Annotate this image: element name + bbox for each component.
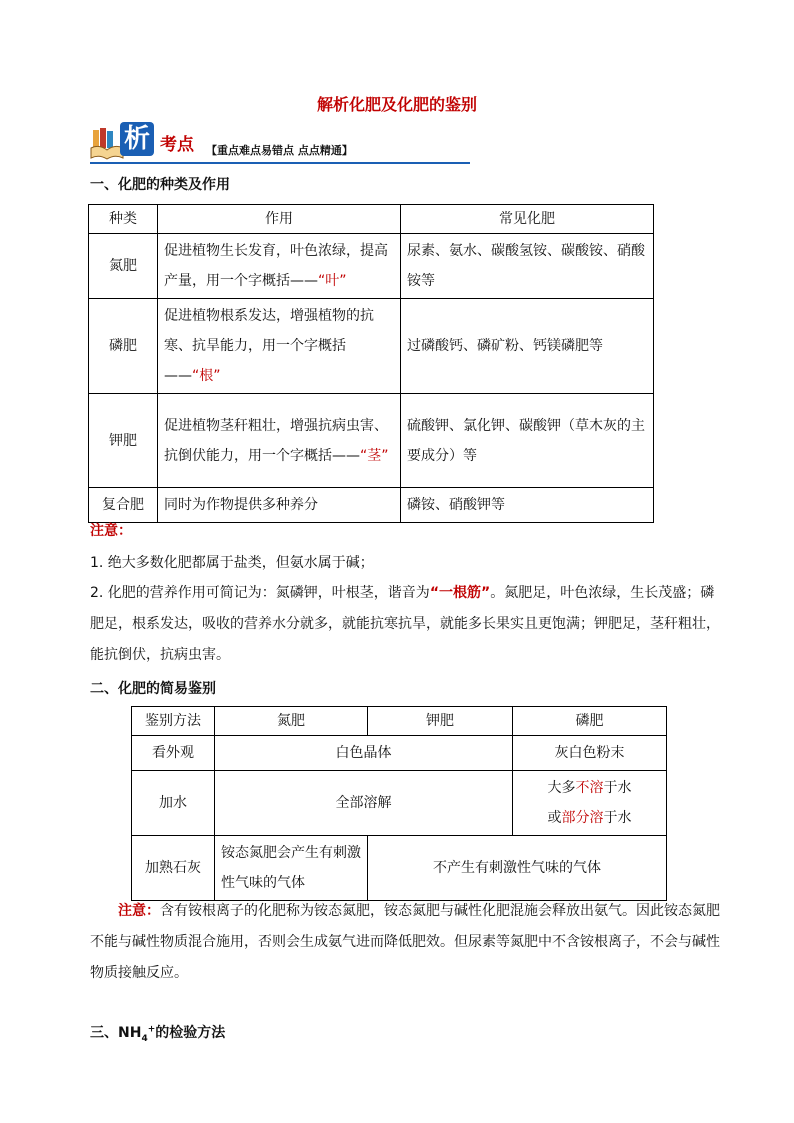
- table-header: 氮肥: [215, 707, 368, 736]
- table-row: [132, 836, 667, 901]
- method-cell: 加水: [132, 771, 215, 836]
- effect-cell: 促进植物茎秆粗壮，增强抗病虫害、抗倒伏能力，用一个字概括——“茎”: [158, 394, 401, 488]
- page-title: 解析化肥及化肥的鉴别: [316, 95, 477, 114]
- method-cell: 加熟石灰: [132, 836, 215, 901]
- type-cell: 磷肥: [89, 299, 158, 394]
- examples-cell: 过磷酸钙、磷矿粉、钙镁磷肥等: [401, 299, 654, 394]
- result-cell: 白色晶体: [215, 736, 513, 771]
- badge-label: 考点: [160, 135, 194, 155]
- section2-heading: 二、化肥的简易鉴别: [90, 681, 216, 697]
- table-header: 常见化肥: [401, 205, 654, 234]
- effect-cell: 促进植物生长发育，叶色浓绿，提高产量，用一个字概括——“叶”: [158, 234, 401, 299]
- note-label: 注意：: [90, 523, 132, 539]
- fertilizer-types-table: [88, 204, 654, 523]
- section1-heading: 一、化肥的种类及作用: [90, 177, 230, 193]
- badge-subtitle: 【重点难点易错点 点点精通】: [206, 144, 353, 157]
- table-row: [89, 299, 654, 394]
- type-cell: 氮肥: [89, 234, 158, 299]
- table-row: [89, 394, 654, 488]
- table-header-row: [89, 205, 654, 234]
- book-icon: [90, 128, 124, 160]
- result-cell: 铵态氮肥会产生有刺激性气味的气体: [215, 836, 368, 901]
- identification-table: [131, 706, 667, 901]
- note-item-1: 1. 绝大多数化肥都属于盐类，但氨水属于碱；: [90, 555, 374, 571]
- table-header: 种类: [89, 205, 158, 234]
- result-cell: 全部溶解: [215, 771, 513, 836]
- badge-char: 析: [120, 122, 154, 156]
- table-row: [132, 771, 667, 836]
- result-cell: 灰白色粉末: [513, 736, 667, 771]
- result-cell: 不产生有刺激性气味的气体: [368, 836, 667, 901]
- table-row: [132, 736, 667, 771]
- section3-heading: 三、$NH_4^+$的检验方法: [90, 1024, 226, 1044]
- note-item-2: 2. 化肥的营养作用可简记为：氮磷钾，叶根茎，谐音为“一根筋”。氮肥足，叶色浓绿，生长茂盛；磷肥足，根系发达，吸收的营养水分就多，就能抗寒抗旱，就能多长果实且更饱满；钾肥足，茎秆粗壮，能抗倒伏，抗病虫害。: [90, 585, 720, 663]
- type-cell: 钾肥: [89, 394, 158, 488]
- effect-cell: 同时为作物提供多种养分: [158, 488, 401, 523]
- section2-note: 注意：含有铵根离子的化肥称为铵态氮肥，铵态氮肥与碱性化肥混施会释放出氨气。因此铵态氮肥不能与碱性物质混合施用，否则会生成氨气进而降低肥效。但尿素等氮肥中不含铵根离子，不会与碱性物质接触反应。: [90, 903, 720, 981]
- type-cell: 复合肥: [89, 488, 158, 523]
- table-header: 鉴别方法: [132, 707, 215, 736]
- method-cell: 看外观: [132, 736, 215, 771]
- divider: [90, 162, 470, 164]
- examples-cell: 磷铵、硝酸钾等: [401, 488, 654, 523]
- examples-cell: 硫酸钾、氯化钾、碳酸钾（草木灰的主要成分）等: [401, 394, 654, 488]
- table-header-row: [132, 707, 667, 736]
- examples-cell: 尿素、氨水、碳酸氢铵、碳酸铵、硝酸铵等: [401, 234, 654, 299]
- table-row: [89, 234, 654, 299]
- table-header: 钾肥: [368, 707, 513, 736]
- table-header: 作用: [158, 205, 401, 234]
- effect-cell: 促进植物根系发达，增强植物的抗寒、抗旱能力，用一个字概括——“根”: [158, 299, 401, 394]
- table-header: 磷肥: [513, 707, 667, 736]
- result-cell: 大多不溶于水 或部分溶于水: [513, 771, 667, 836]
